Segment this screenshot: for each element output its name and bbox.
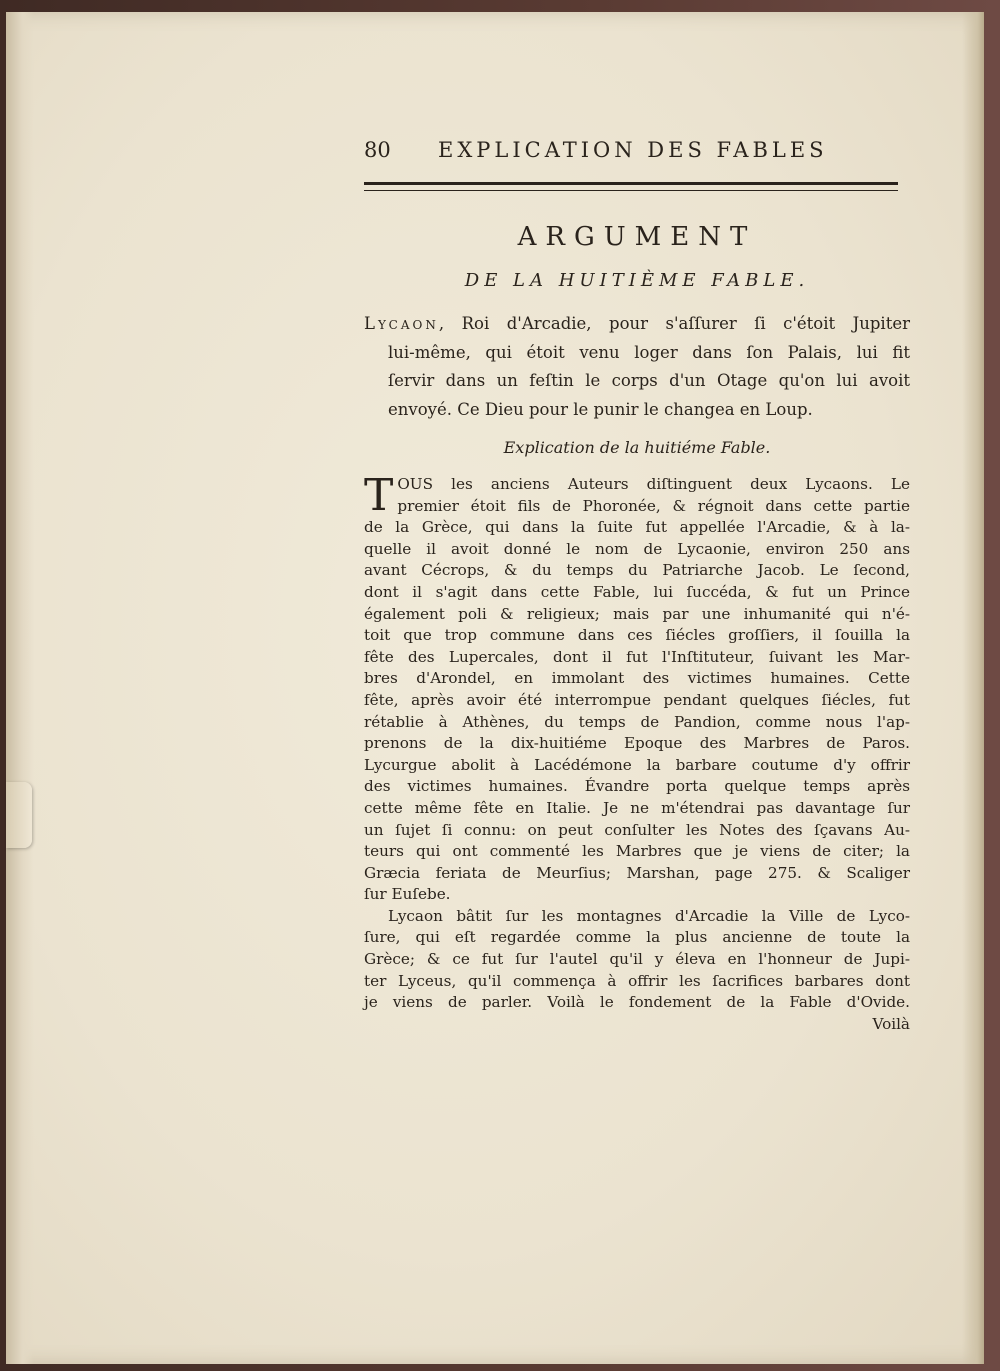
body-line: ſur Euſebe. xyxy=(364,885,451,904)
body-line: Lycurgue abolit à Lacédémone la barbare coutume d'y offrir xyxy=(364,755,910,774)
body-line: cette même fête en Italie. Je ne m'étendrai pas davantage ſur xyxy=(364,798,910,817)
explication-heading: Explication de la huitiéme Fable. xyxy=(503,438,771,457)
argument-line-rest: , Roi d'Arcadie, pour s'aſſurer ſi c'étoit Jupiter xyxy=(438,314,910,333)
page-number: 80 xyxy=(364,138,391,162)
argument-subtitle: DE LA HUITIÈME FABLE. xyxy=(464,270,810,291)
body-line: un ſujet ſi connu: on peut conſulter les Notes des ſçavans Au- xyxy=(364,820,910,839)
page-clip xyxy=(6,782,32,848)
body-line: ter Lyceus, qu'il commença à offrir les ſacrifices barbares dont xyxy=(364,971,910,990)
argument-lead-name: Lycaon xyxy=(364,314,439,333)
body-line: rétablie à Athènes, du temps de Pandion, comme nous l'ap- xyxy=(364,712,910,731)
body-line: quelle il avoit donné le nom de Lycaonie, environ 250 ans xyxy=(364,539,910,558)
argument-line: envoyé. Ce Dieu pour le punir le changea en Loup. xyxy=(388,399,813,419)
catchword: Voilà xyxy=(872,1014,910,1033)
body-line: Græcia feriata de Meurſius; Marshan, page 275. & Scaliger xyxy=(364,863,910,882)
argument-line: ſervir dans un feſtin le corps d'un Otage qu'on lui avoit xyxy=(388,371,910,390)
body-line: également poli & religieux; mais par une inhumanité qui n'é- xyxy=(364,604,910,623)
binding-gutter xyxy=(6,12,34,1364)
body-line: OUS les anciens Auteurs diſtinguent deux Lycaons. Le xyxy=(397,475,910,493)
argument-paragraph xyxy=(364,310,910,424)
body-line: ſure, qui eſt regardée comme la plus ancienne de toute la xyxy=(364,928,910,947)
running-header xyxy=(364,138,854,168)
body-line: bres d'Arondel, en immolant des victimes humaines. Cette xyxy=(364,669,910,688)
drop-cap: T xyxy=(364,470,394,521)
page-edge-shadow xyxy=(962,12,984,1364)
body-line: prenons de la dix-huitiéme Epoque des Marbres de Paros. xyxy=(364,734,910,753)
explication-body xyxy=(364,470,910,1035)
body-line: Lycaon bâtit ſur les montagnes d'Arcadie la Ville de Lyco- xyxy=(388,906,910,925)
body-line: teurs qui ont commenté les Marbres que je viens de citer; la xyxy=(364,842,910,861)
body-line: de la Grèce, qui dans la ſuite fut appellée l'Arcadie, & à la- xyxy=(364,518,910,537)
body-line: premier étoit fils de Phoronée, & régnoit dans cette partie xyxy=(397,496,910,515)
body-line: fête, après avoir été interrompue pendant quelques ſiécles, fut xyxy=(364,690,910,709)
body-line: toit que trop commune dans ces ſiécles groſſiers, il ſouilla la xyxy=(364,626,910,645)
body-line: dont il s'agit dans cette Fable, lui ſuccéda, & fut un Prince xyxy=(364,582,910,601)
argument-title: ARGUMENT xyxy=(517,222,757,252)
body-line: avant Cécrops, & du temps du Patriarche Jacob. Le ſecond, xyxy=(364,561,910,580)
body-line: je viens de parler. Voilà le fondement de la Fable d'Ovide. xyxy=(364,993,910,1012)
body-line: des victimes humaines. Évandre porta quelque temps après xyxy=(364,777,910,796)
argument-line: lui-même, qui étoit venu loger dans ſon Palais, lui fit xyxy=(388,342,910,362)
body-line: fête des Lupercales, dont il fut l'Inſtituteur, ſuivant les Mar- xyxy=(364,647,910,666)
body-line: Grèce; & ce fut ſur l'autel qu'il y éleva en l'honneur de Jupi- xyxy=(364,950,910,969)
header-rule xyxy=(364,182,898,191)
argument-line xyxy=(364,310,910,339)
running-title: EXPLICATION DES FABLES xyxy=(438,138,828,162)
